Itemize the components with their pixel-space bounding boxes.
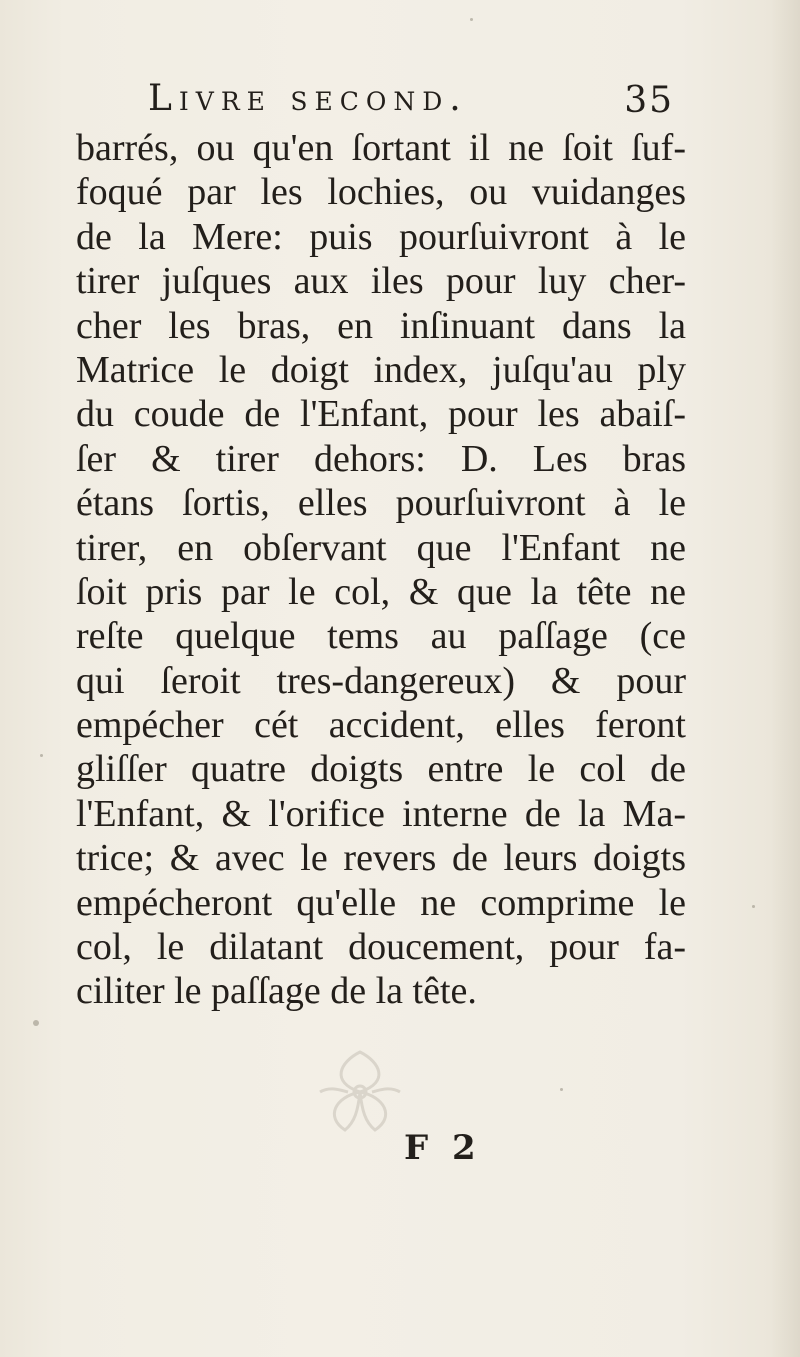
- text-line: Matrice le doigt index, juſqu'au ply: [76, 348, 686, 391]
- faded-fleuron-ornament-icon: [300, 1042, 420, 1142]
- text-line: qui ſeroit tres-dangereux) & pour: [76, 659, 686, 702]
- running-head: [148, 72, 688, 132]
- paper-speck: [560, 1088, 563, 1091]
- text-line: du coude de l'Enfant, pour les abaiſ-: [76, 393, 686, 436]
- text-line: tirer, en obſervant que l'Enfant ne: [76, 526, 686, 569]
- signature-mark: F 2: [404, 1128, 482, 1168]
- running-title: Livre second.: [148, 78, 468, 119]
- text-line: tirer juſques aux iles pour luy cher-: [76, 260, 686, 303]
- text-line: ſer & tirer dehors: D. Les bras: [76, 437, 686, 480]
- text-line: de la Mere: puis pourſuivront à le: [76, 215, 686, 258]
- text-line: cher les bras, en inſinuant dans la: [76, 304, 686, 347]
- text-line: gliſſer quatre doigts entre le col de: [76, 748, 686, 791]
- paper-speck: [470, 18, 473, 21]
- text-line: étans ſortis, elles pourſuivront à le: [76, 482, 686, 525]
- text-line: foqué par les lochies, ou vuidanges: [76, 171, 686, 214]
- text-line: reſte quelque tems au paſſage (ce: [76, 615, 686, 658]
- text-line: empécher cét accident, elles feront: [76, 704, 686, 747]
- text-line: empécheront qu'elle ne comprime le: [76, 881, 686, 924]
- page-number: 35: [624, 80, 674, 121]
- page-edge-shadow: [770, 0, 800, 1357]
- text-line: barrés, ou qu'en ſortant il ne ſoit ſuf-: [76, 127, 686, 169]
- paper-speck: [40, 754, 43, 757]
- text-line: ſoit pris par le col, & que la tête ne: [76, 570, 686, 613]
- body-text: [76, 126, 686, 1014]
- text-line: col, le dilatant doucement, pour fa-: [76, 926, 686, 969]
- paper-speck: [33, 1020, 39, 1026]
- text-line-last: ciliter le paſſage de la tête.: [76, 970, 477, 1013]
- paper-speck: [752, 905, 755, 908]
- text-line: l'Enfant, & l'orifice interne de la Ma-: [76, 792, 686, 835]
- text-line: trice; & avec le revers de leurs doigts: [76, 837, 686, 880]
